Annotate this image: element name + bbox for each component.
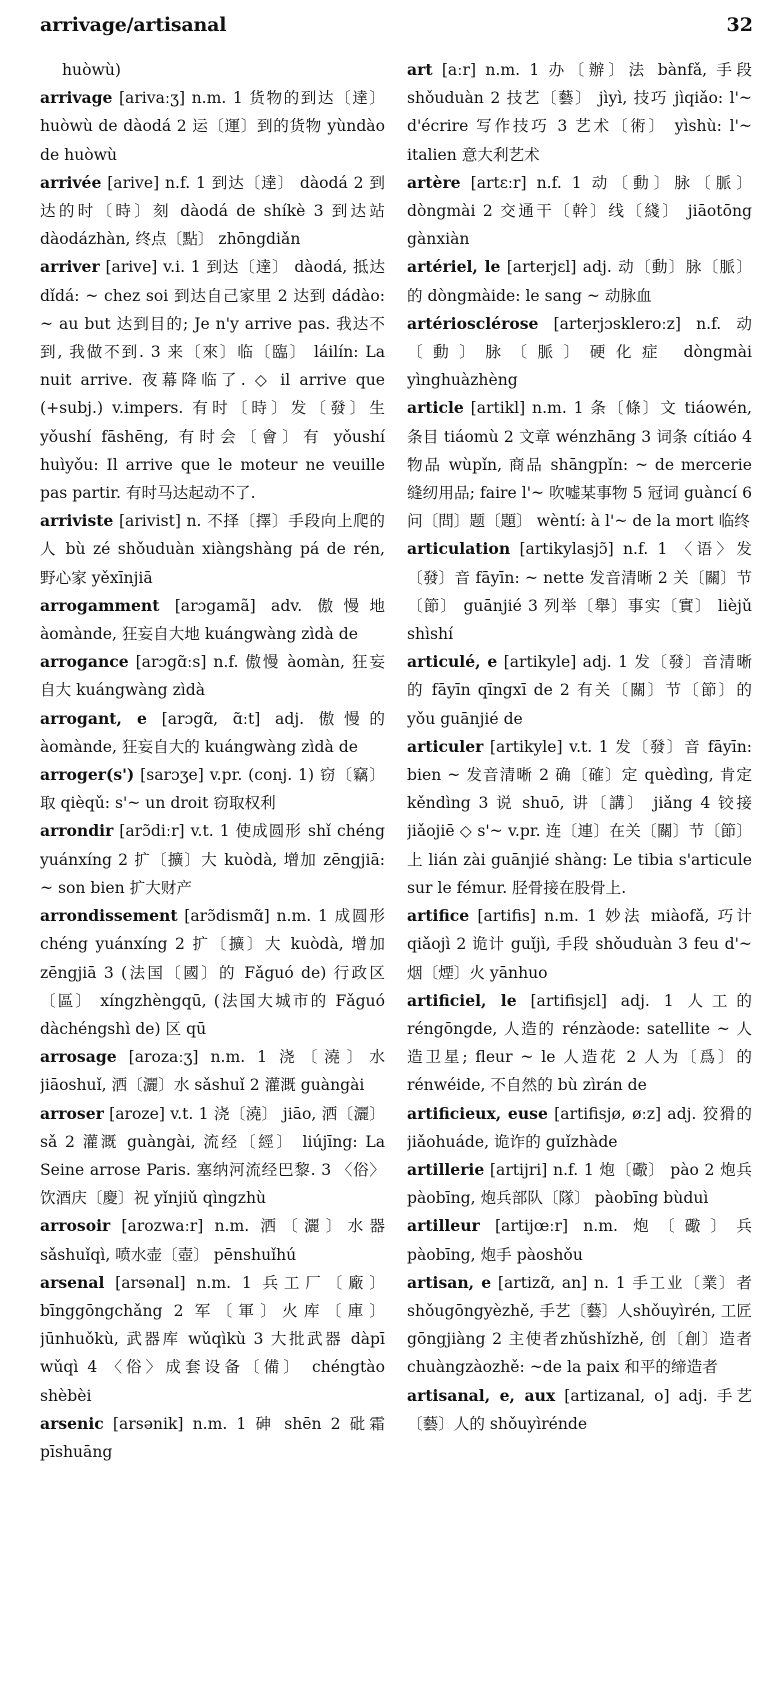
dictionary-entry <box>407 394 752 535</box>
dictionary-entry <box>40 1100 385 1213</box>
entry-definition: [arɔ̃dismɑ̃] n.m. 1 成圆形 chéng yuánxíng 2 扩〔擴〕大 kuòdà, 增加 zēngjiā 3 (法国〔國〕的 Fǎguó de) 行政区〔區〕 xíngzhèngqū, (法国大城市的 Fǎguó dàchéngshì de) 区 qū <box>40 907 385 1038</box>
entry-headword: artificiel, le <box>407 990 517 1010</box>
entry-definition: [artifis] n.m. 1 妙法 miàofǎ, 巧计 qiǎojì 2 诡计 guǐjì, 手段 shǒuduàn 3 feu d'~ 烟〔煙〕火 yānhuo <box>407 907 752 982</box>
entry-definition: [arivaːʒ] n.m. 1 货物的到达〔達〕 huòwù de dàodá 2 运〔運〕到的货物 yùndào de huòwù <box>40 89 385 164</box>
entry-definition: [artifisjø, øːz] adj. 狡猾的 jiǎohuáde, 诡诈的 guǐzhàde <box>407 1104 752 1151</box>
entry-definition: [aːr] n.m. 1 办〔辦〕法 bànfǎ, 手段 shǒuduàn 2 技艺〔藝〕 jìyì, 技巧 jìqiǎo: l'~ d'écrire 写作技巧 3 艺术〔術〕 yìshù: l'~ italien 意大利艺术 <box>407 61 752 164</box>
entry-headword: arroser <box>40 1103 104 1123</box>
entry-definition: [artizanal, o] adj. 手艺〔藝〕人的 shǒuyìrénde <box>407 1386 752 1433</box>
dictionary-entry <box>407 987 752 1100</box>
dictionary-entry <box>407 253 752 309</box>
entry-definition: [arozaːʒ] n.m. 1 浇〔澆〕水 jiāoshuǐ, 洒〔灑〕水 sǎshuǐ 2 灌溉 guàngài <box>40 1048 385 1095</box>
entry-headword: arriver <box>40 257 100 277</box>
dictionary-entry <box>40 902 385 1043</box>
dictionary-entry <box>407 1269 752 1382</box>
dictionary-entry <box>407 310 752 395</box>
dictionary-entry <box>40 1269 385 1410</box>
dictionary-entry <box>40 592 385 648</box>
entry-headword: artériel, le <box>407 257 501 277</box>
entry-definition: [arive] v.i. 1 到达〔達〕 dàodá, 抵达 dǐdá: ~ chez soi 到达自己家里 2 达到 dádào: ~ au but 达到目的; Je n'y arrive pas. 我达不到, 我做不到. 3 来〔來〕临〔臨〕 láilín: La nuit arrive. 夜幕降临了. ◇ il arrive que (+subj.) v.impers. 有时〔時〕发〔發〕生yǒushí fāshēng, 有时会〔會〕有 yǒushí huìyǒu: Il arrive que le moteur ne veuille pas partir. 有时马达起动不了. <box>40 258 385 503</box>
entry-definition: [artifisjɛl] adj. 1 人工的 réngōngde, 人造的 rénzàode: satellite ~ 人造卫星; fleur ~ le 人造花 2 人为〔爲〕的 rénwéide, 不自然的 bù zìrán de <box>407 991 752 1095</box>
entry-headword: arrivée <box>40 172 102 192</box>
entry-headword: art <box>407 60 433 79</box>
running-head: arrivage/artisanal <box>40 14 227 36</box>
entry-definition: [artikyle] adj. 1 发〔發〕音清晰的 fāyīn qīngxī de 2 有关〔關〕节〔節〕的 yǒu guānjié de <box>407 653 752 728</box>
dictionary-entry <box>40 761 385 817</box>
entry-headword: artère <box>407 172 461 192</box>
entry-definition: [arɔgɑ̃, ɑ̃ːt] adj. 傲慢的 àomànde, 狂妄自大的 kuángwàng zìdà de <box>40 709 385 756</box>
dictionary-entry <box>407 56 752 169</box>
dictionary-entry <box>407 1100 752 1156</box>
dictionary-entry <box>40 705 385 761</box>
entry-definition: [arsənal] n.m. 1 兵工厂〔廠〕 bīnggōngchǎng 2 军〔軍〕火库〔庫〕 jūnhuǒkù, 武器库 wǔqìkù 3 大批武器 dàpī wǔqì 4 〈俗〉成套设备〔備〕 chéngtào shèbèi <box>40 1273 385 1405</box>
entry-headword: arrogance <box>40 652 129 672</box>
right-column <box>407 56 752 1696</box>
entry-headword: artisanal, e, aux <box>407 1385 556 1405</box>
dictionary-entry <box>40 1212 385 1268</box>
entry-definition: [arive] n.f. 1 到达〔達〕 dàodá 2 到达的时〔時〕刻 dàodá de shíkè 3 到达站 dàodázhàn, 终点〔點〕 zhōngdiǎn <box>40 173 385 249</box>
entry-headword: arrondissement <box>40 906 178 926</box>
dictionary-entry <box>40 648 385 704</box>
entry-definition: [artikyle] v.t. 1 发〔發〕音 fāyīn: bien ~ 发音清晰 2 确〔確〕定 quèdìng, 肯定 kěndìng 3 说 shuō, 讲〔講〕 jiǎng 4 铰接 jiǎojiē ◇ s'~ v.pr. 连〔連〕在关〔關〕节〔節〕上 lián zài guānjié shàng: Le tibia s'articule sur le fémur. 胫骨接在股骨上. <box>407 737 752 897</box>
entry-headword: arriviste <box>40 511 114 531</box>
dictionary-entry <box>407 1212 752 1268</box>
left-column <box>40 56 385 1696</box>
entry-headword: arrosage <box>40 1047 117 1067</box>
entry-definition: [artikl] n.m. 1 条〔條〕文 tiáowén, 条目 tiáomù 2 文章 wénzhāng 3 词条 cítiáo 4 物品 wùpǐn, 商品 shāngpǐn: ~ de mercerie 缝纫用品; faire l'~ 吹嘘某事物 5 冠词 guàncí 6 问〔問〕题〔題〕 wèntí: à l'~ de la mort 临终 <box>407 399 752 531</box>
entry-definition: [arivist] n. 不择〔擇〕手段向上爬的人 bù zé shǒuduàn xiàngshàng pá de rén, 野心家 yěxīnjiā <box>40 512 385 587</box>
entry-definition: [arɔgamã] adv. 傲慢地 àomànde, 狂妄自大地 kuángwàng zìdà de <box>40 596 385 644</box>
dictionary-entry <box>40 253 385 507</box>
dictionary-entry <box>407 648 752 733</box>
dictionary-entry <box>40 1043 385 1099</box>
entry-headword: arrivage <box>40 88 113 108</box>
entry-definition: [artizɑ̃, an] n. 1 手工业〔業〕者 shǒugōngyèzhě, 手艺〔藝〕人shǒuyìrén, 工匠 gōngjiàng 2 主使者zhǔshǐzhě, 创〔創〕造者 chuàngzàozhě: ~de la paix 和平的缔造者 <box>407 1273 752 1377</box>
dictionary-entry <box>407 1156 752 1212</box>
entry-headword: arrosoir <box>40 1216 111 1236</box>
page-number: 32 <box>726 14 753 36</box>
entry-headword: articulation <box>407 539 511 559</box>
entry-headword: arrogamment <box>40 595 160 615</box>
dictionary-entry <box>40 1410 385 1466</box>
entry-headword: arroger(s') <box>40 765 135 785</box>
entry-headword: artifice <box>407 906 470 926</box>
entry-definition: [artijri] n.f. 1 炮〔礮〕 pào 2 炮兵 pàobīng, 炮兵部队〔隊〕 pàobīng bùduì <box>407 1160 752 1208</box>
dictionary-entry <box>407 902 752 987</box>
dictionary-entry <box>40 56 385 84</box>
entry-headword: arsenal <box>40 1272 105 1292</box>
entry-headword: arrogant, e <box>40 708 147 728</box>
dictionary-entry <box>40 169 385 254</box>
entry-definition: [artijœːr] n.m. 炮〔礮〕兵 pàobīng, 炮手 pàoshǒu <box>407 1217 752 1264</box>
columns <box>40 56 753 1696</box>
entry-definition: [arterjɔskleroːz] n.f. 动〔動〕脉〔脈〕硬化症 dòngmài yìnghuàzhèng <box>407 314 752 390</box>
dictionary-entry <box>407 733 752 902</box>
entry-headword: article <box>407 398 464 418</box>
entry-definition: [aroze] v.t. 1 浇〔澆〕 jiāo, 洒〔灑〕 sǎ 2 灌溉 guàngài, 流经〔經〕 liújīng: La Seine arrose Paris. 塞纳河流经巴黎. 3 〈俗〉饮酒庆〔慶〕祝 yǐnjiǔ qìngzhù <box>40 1104 385 1208</box>
entry-headword: artisan, e <box>407 1272 492 1292</box>
entry-headword: artillerie <box>407 1159 485 1179</box>
dictionary-entry <box>40 507 385 592</box>
entry-definition: [arɔ̃diːr] v.t. 1 使成圆形 shǐ chéng yuánxíng 2 扩〔擴〕大 kuòdà, 增加 zēngjiā: ~ son bien 扩大财产 <box>40 822 385 897</box>
dictionary-entry <box>407 169 752 254</box>
entry-definition: [sarɔʒe] v.pr. (conj. 1) 窃〔竊〕取 qièqǔ: s'~ un droit 窃取权利 <box>40 766 385 813</box>
entry-headword: articuler <box>407 736 484 756</box>
entry-headword: artilleur <box>407 1216 480 1236</box>
entry-definition: [arɔgɑ̃ːs] n.f. 傲慢 àomàn, 狂妄自大 kuángwàng zìdà <box>40 653 385 700</box>
entry-definition: [arsənik] n.m. 1 砷 shēn 2 砒霜 pīshuāng <box>40 1414 385 1461</box>
dictionary-entry <box>40 84 385 169</box>
dictionary-entry <box>407 1382 752 1438</box>
entry-headword: articulé, e <box>407 652 498 672</box>
entry-headword: artificieux, euse <box>407 1103 548 1123</box>
dictionary-entry <box>40 817 385 902</box>
entry-definition: [artikylasjɔ̃] n.f. 1 〈语〉发〔發〕音 fāyīn: ~ nette 发音清晰 2 关〔關〕节〔節〕 guānjié 3 列举〔舉〕事实〔實〕 lièjǔ shìshí <box>407 540 752 644</box>
entry-headword: arrondir <box>40 821 114 841</box>
dictionary-entry <box>407 535 752 648</box>
entry-definition: [artɛːr] n.f. 1 动〔動〕脉〔脈〕 dòngmài 2 交通干〔幹〕线〔綫〕 jiāotōng gànxiàn <box>407 173 752 249</box>
entry-definition: [arozwaːr] n.m. 洒〔灑〕水器 sǎshuǐqì, 喷水壶〔壺〕 pēnshuǐhú <box>40 1217 385 1264</box>
entry-headword: artériosclérose <box>407 313 539 333</box>
entry-definition: huòwù) <box>62 61 121 79</box>
page-header <box>40 14 753 56</box>
entry-definition: [arterjɛl] adj. 动〔動〕脉〔脈〕的 dòngmàide: le sang ~ 动脉血 <box>407 258 752 305</box>
entry-headword: arsenic <box>40 1413 104 1433</box>
